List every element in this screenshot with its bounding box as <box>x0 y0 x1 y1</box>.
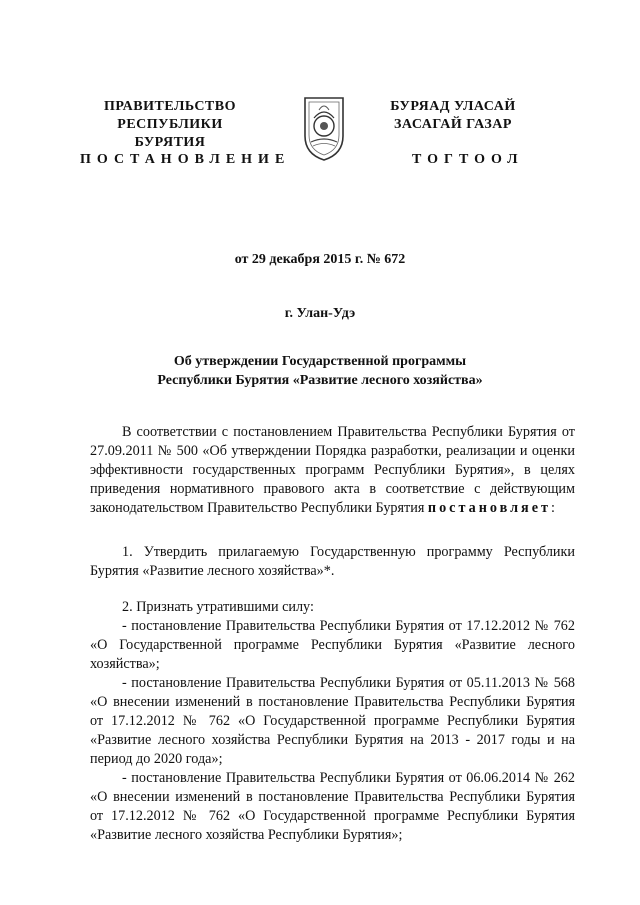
place-of-issue: г. Улан-Удэ <box>284 306 356 321</box>
item-1-paragraph <box>90 543 575 581</box>
preamble-text: В соответствии с постановлением Правительства Республики Бурятия от 27.09.2011 № 500 «Об утверждении Порядка разработки, реализации и оценки эффективности государственных программ Республики Бурятия», в целях приведения нормативного правового акта в соответствие с действующим законодательством Правительство Республики Бурятия <box>90 424 575 516</box>
document-title <box>0 352 640 390</box>
preamble-ending: : <box>551 500 555 516</box>
list-item: - постановление Правительства Республики Бурятия от 05.11.2013 № 568 «О внесении изменений в постановление Правительства Республики Бурятия от 17.12.2012 № 762 «О Государственной программе Республики Бурятия «Развитие лесного хозяйства Республики Бурятия на 2013 - 2017 годы и на период до 2020 года»; <box>90 675 575 767</box>
item-1-text: 1. Утвердить прилагаемую Государственную программу Республики Бурятия «Развитие лесного хозяйства»*. <box>90 544 575 579</box>
item-2-section <box>90 598 575 845</box>
gov-bua-line-1: БУРЯАД УЛАСАЙ <box>390 99 516 114</box>
title-line-1: Об утверждении Государственной программы <box>173 354 467 369</box>
list-item: - постановление Правительства Республики Бурятия от 06.06.2014 № 262 «О внесении изменений в постановление Правительства Республики Бурятия от 17.12.2012 № 762 «О Государственной программе Республики Бурятия «Развитие лесного хозяйства Республики Бурятия»; <box>90 770 575 843</box>
gov-line-1: ПРАВИТЕЛЬСТВО <box>104 99 236 114</box>
coat-of-arms-icon <box>299 92 349 162</box>
date-and-number: от 29 декабря 2015 г. № 672 <box>234 252 406 267</box>
title-line-2: Республики Бурятия «Развитие лесного хозяйства» <box>157 373 483 388</box>
item-2-heading: 2. Признать утратившими силу: <box>122 599 314 615</box>
government-name-ru <box>80 98 260 152</box>
gov-bua-line-2: ЗАСАГАЙ ГАЗАР <box>394 117 512 132</box>
preamble-keyword: постановляет <box>427 500 551 516</box>
gov-line-2: РЕСПУБЛИКИ БУРЯТИЯ <box>117 117 223 150</box>
doc-type-bua: ТОГТООЛ <box>412 152 524 167</box>
doc-type-ru: ПОСТАНОВЛЕНИЕ <box>80 152 291 167</box>
government-name-bua <box>378 98 528 134</box>
list-item: - постановление Правительства Республики Бурятия от 17.12.2012 № 762 «О Государственной программе Республики Бурятия «Развитие лесного хозяйства»; <box>90 618 575 672</box>
preamble-paragraph <box>90 423 575 518</box>
